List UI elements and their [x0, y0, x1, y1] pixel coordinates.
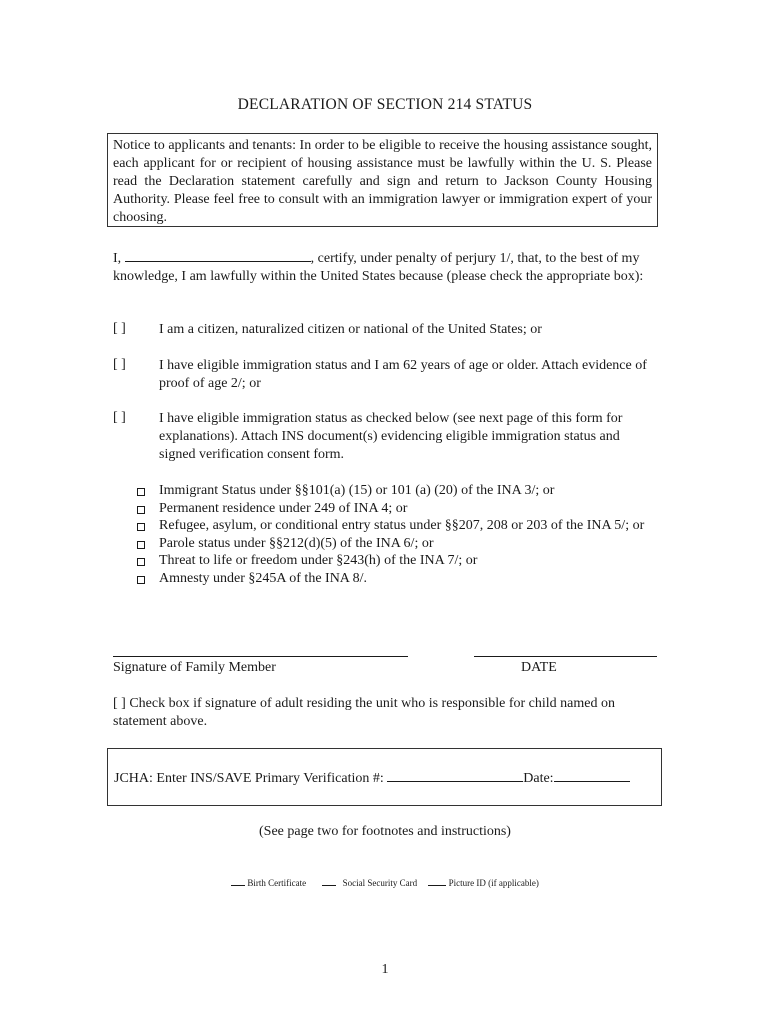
- list-item: Parole status under §§212(d)(5) of the INA 6/; or: [135, 535, 665, 553]
- option-text-age: I have eligible immigration status and I am 62 years of age or older. Attach evidence of proof of age 2/; or: [159, 358, 647, 391]
- jcha-date-label: Date:: [523, 771, 554, 786]
- checkbox-square[interactable]: [137, 576, 145, 584]
- checkbox-square[interactable]: [137, 558, 145, 566]
- checkbox-square[interactable]: [137, 541, 145, 549]
- option-text-immigration: I have eligible immigration status as checked below (see next page of this form for explanations). Attach INS document(s) evidencing eligible immigration status and signed verification consent form.: [159, 411, 623, 462]
- doc-birth-certificate: Birth Certificate: [247, 878, 307, 888]
- declaration-intro: [113, 249, 653, 286]
- list-item: Permanent residence under 249 of INA 4; or: [135, 500, 665, 518]
- page-number: 1: [381, 962, 389, 977]
- signature-label: Signature of Family Member: [113, 660, 276, 675]
- jcha-label: JCHA: Enter INS/SAVE Primary Verification #:: [114, 771, 384, 786]
- picture-id-blank[interactable]: [428, 878, 446, 886]
- option-checkbox-citizen[interactable]: [ ]: [113, 321, 126, 336]
- option-checkbox-age[interactable]: [ ]: [113, 357, 126, 372]
- list-item: Immigrant Status under §§101(a) (15) or 101 (a) (20) of the INA 3/; or: [135, 482, 665, 500]
- notice-box: Notice to applicants and tenants: In order to be eligible to receive the housing assistance sought, each applicant for or recipient of housing assistance must be lawfully within the U. S. Please read the Declaration statement carefully and sign and return to Jackson County Housing Authority. Please feel free to consult with an immigration lawyer or immigration expert of your choosing.: [107, 133, 658, 227]
- option-checkbox-immigration[interactable]: [ ]: [113, 410, 126, 425]
- doc-picture-id: Picture ID (if applicable): [448, 878, 539, 888]
- adult-signature-checkbox-note[interactable]: [ ] Check box if signature of adult residing the unit who is responsible for child named on statement above.: [113, 696, 615, 729]
- see-page-two-note: (See page two for footnotes and instructions): [259, 824, 511, 839]
- intro-suffix: , certify, under penalty of perjury 1/, that, to the best of my knowledge, I am lawfully within the United States because (please check the appropriate box):: [113, 251, 644, 284]
- verification-number-field[interactable]: [387, 769, 523, 782]
- immigration-status-list: [135, 482, 665, 588]
- intro-prefix: I,: [113, 251, 122, 266]
- checkbox-square[interactable]: [137, 523, 145, 531]
- birth-certificate-blank[interactable]: [231, 878, 245, 886]
- list-item: Amnesty under §245A of the INA 8/.: [135, 570, 665, 588]
- signature-line[interactable]: [113, 656, 408, 657]
- date-label: DATE: [521, 660, 557, 675]
- list-item: Refugee, asylum, or conditional entry status under §§207, 208 or 203 of the INA 5/; or: [135, 517, 665, 535]
- date-line[interactable]: [474, 656, 657, 657]
- page-title: DECLARATION OF SECTION 214 STATUS: [237, 96, 533, 113]
- doc-social-security-card: Social Security Card: [342, 878, 418, 888]
- list-item: Threat to life or freedom under §243(h) of the INA 7/; or: [135, 552, 665, 570]
- jcha-date-field[interactable]: [554, 769, 630, 782]
- document-checklist: [0, 878, 770, 888]
- checkbox-square[interactable]: [137, 506, 145, 514]
- option-text-citizen: I am a citizen, naturalized citizen or national of the United States; or: [159, 322, 542, 337]
- social-security-blank[interactable]: [322, 878, 336, 886]
- checkbox-square[interactable]: [137, 488, 145, 496]
- jcha-verification-box: [107, 748, 662, 806]
- name-blank-field[interactable]: [125, 249, 311, 262]
